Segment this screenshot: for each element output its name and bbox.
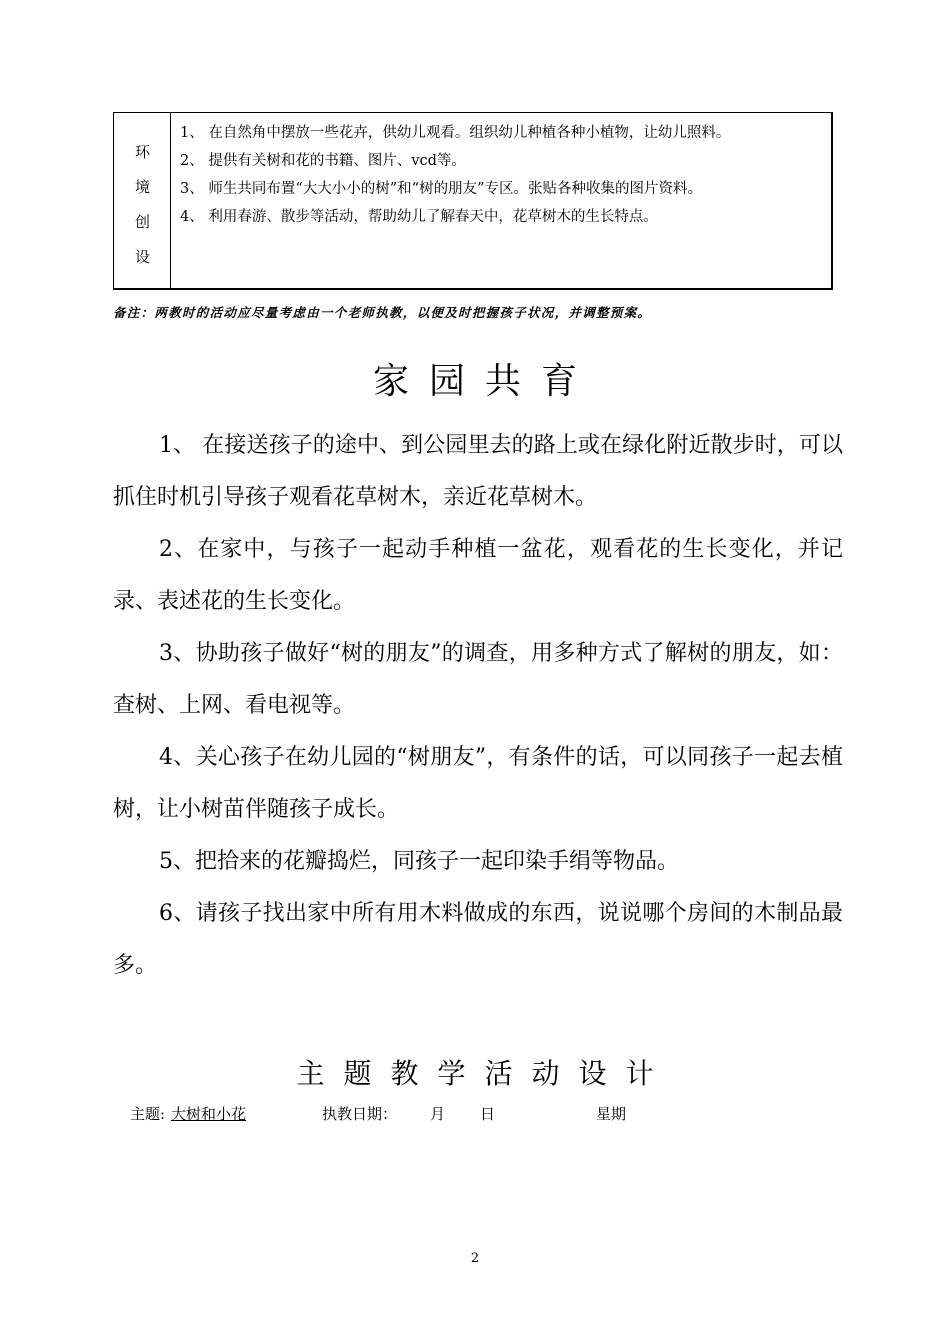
month-label: 月 xyxy=(430,1105,446,1123)
label-char: 境 xyxy=(134,178,150,196)
date-label: 执教日期： xyxy=(322,1105,398,1123)
home-paragraph: 4、关心孩子在幼儿园的“树朋友”，有条件的话，可以同孩子一起去植树，让小树苗伴随孩子成长。 xyxy=(113,745,843,822)
environment-items xyxy=(180,123,825,235)
page-number: 2 xyxy=(470,1251,480,1266)
label-char: 设 xyxy=(134,248,150,266)
environment-label-cell xyxy=(114,113,171,288)
home-paragraph: 5、把拾来的花瓣捣烂，同孩子一起印染手绢等物品。 xyxy=(159,849,679,874)
weekday-label: 星期 xyxy=(596,1105,627,1123)
environment-item: 2、 提供有关树和花的书籍、图片、vcd等。 xyxy=(180,153,466,169)
remark-note: 备注：两教时的活动应尽量考虑由一个老师执教，以便及时把握孩子状况，并调整预案。 xyxy=(113,305,652,320)
home-paragraph: 6、请孩子找出家中所有用木料做成的东西，说说哪个房间的木制品最多。 xyxy=(113,901,843,978)
home-paragraph: 1、 在接送孩子的途中、到公园里去的路上或在绿化附近散步时，可以抓住时机引导孩子观看花草树木，亲近花草树木。 xyxy=(113,433,843,510)
home-section-title: 家园共育 xyxy=(372,361,597,402)
label-char: 创 xyxy=(134,213,150,231)
environment-item: 3、 师生共同布置“大大小小的树”和“树的朋友”专区。张贴各种收集的图片资料。 xyxy=(180,181,702,197)
label-char: 环 xyxy=(134,143,150,161)
environment-item: 1、 在自然角中摆放一些花卉，供幼儿观看。组织幼儿种植各种小植物，让幼儿照料。 xyxy=(180,125,731,141)
day-label: 日 xyxy=(480,1105,496,1123)
home-paragraph: 3、协助孩子做好“树的朋友”的调查，用多种方式了解树的朋友，如：查树、上网、看电视等。 xyxy=(113,641,843,718)
environment-table xyxy=(113,112,833,290)
theme-value: 大树和小花 xyxy=(171,1105,247,1123)
theme-label: 主题: xyxy=(130,1105,166,1123)
environment-item: 4、 利用春游、散步等活动，帮助幼儿了解春天中，花草树木的生长特点。 xyxy=(180,209,658,225)
home-paragraph: 2、在家中，与孩子一起动手种植一盆花，观看花的生长变化，并记录、表述花的生长变化。 xyxy=(113,537,843,614)
activity-plan-title: 主题教学活动设计 xyxy=(296,1057,673,1090)
